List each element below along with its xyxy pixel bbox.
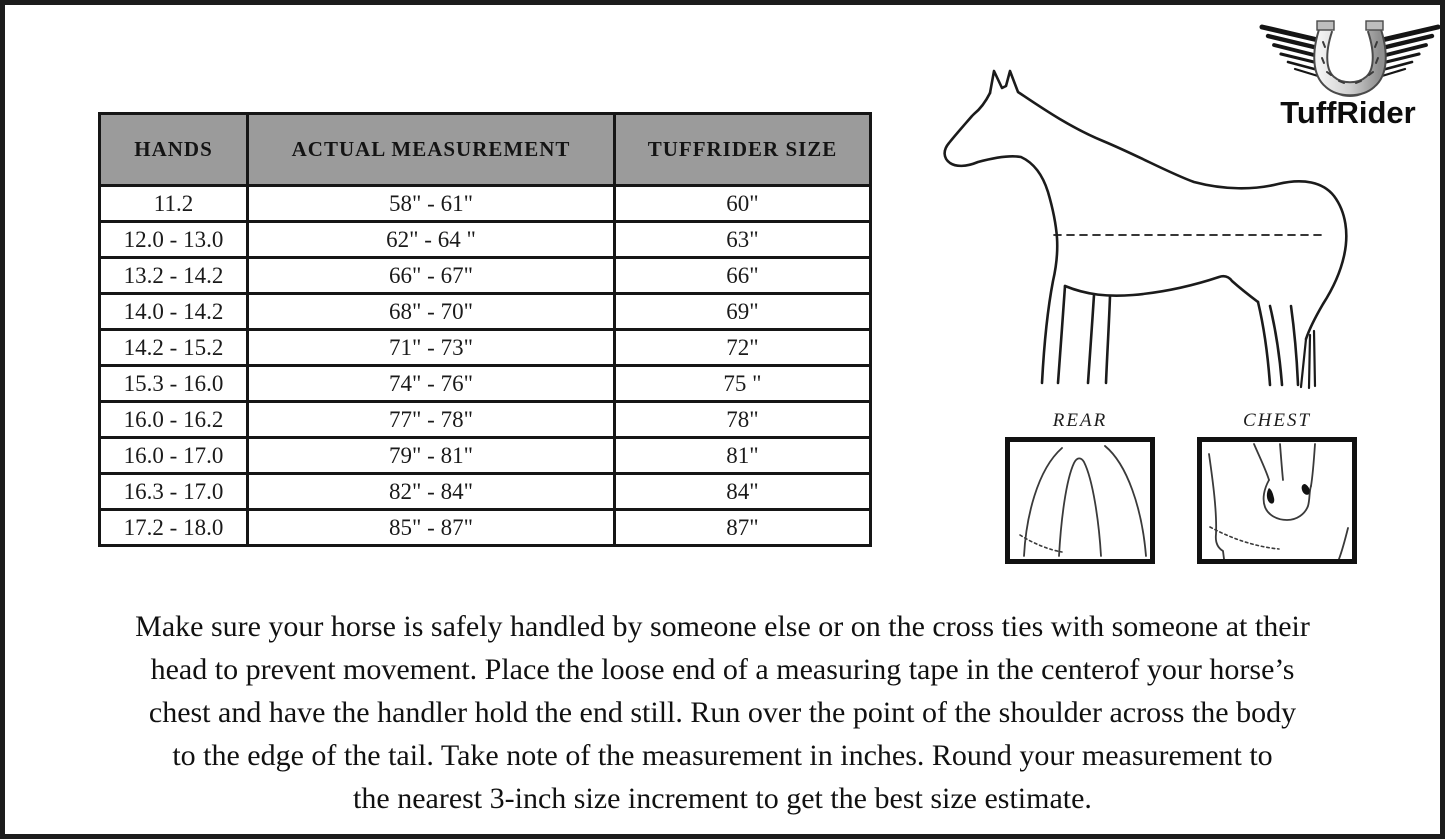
horse-chest-view-icon: [1197, 437, 1357, 564]
instructions-line: chest and have the handler hold the end still. Run over the point of the shoulder across the body: [148, 696, 1297, 729]
cell-measurement: 71" - 73": [248, 330, 615, 366]
measuring-instructions: [35, 605, 1410, 820]
chest-view-diagram: [1197, 410, 1357, 569]
instructions-line: head to prevent movement. Place the loose end of a measuring tape in the centerof your horse’s: [150, 653, 1295, 686]
table-row: [100, 222, 871, 258]
rear-label: REAR: [1052, 410, 1108, 431]
chest-label: CHEST: [1242, 410, 1312, 431]
cell-measurement: 85" - 87": [248, 510, 615, 546]
cell-measurement: 77" - 78": [248, 402, 615, 438]
cell-measurement: 68" - 70": [248, 294, 615, 330]
cell-size: 84": [615, 474, 871, 510]
cell-hands: 12.0 - 13.0: [100, 222, 248, 258]
cell-measurement: 66" - 67": [248, 258, 615, 294]
table-row: [100, 438, 871, 474]
instructions-line: Make sure your horse is safely handled by someone else or on the cross ties with someone at their: [135, 610, 1310, 643]
instructions-line: the nearest 3-inch size increment to get the best size estimate.: [353, 782, 1092, 815]
horse-rear-view-icon: [1005, 437, 1155, 564]
cell-size: 87": [615, 510, 871, 546]
table-row: [100, 258, 871, 294]
table-row: [100, 330, 871, 366]
instructions-line: to the edge of the tail. Take note of the measurement in inches. Round your measurement to: [172, 739, 1273, 772]
cell-hands: 11.2: [100, 186, 248, 222]
cell-measurement: 58" - 61": [248, 186, 615, 222]
cell-hands: 17.2 - 18.0: [100, 510, 248, 546]
table-row: [100, 186, 871, 222]
table-row: [100, 510, 871, 546]
brand-name: TuffRider: [1280, 95, 1416, 130]
table-header-row: [100, 114, 871, 186]
cell-size: 63": [615, 222, 871, 258]
col-header-hands: HANDS: [100, 114, 248, 186]
table-row: [100, 474, 871, 510]
cell-measurement: 79" - 81": [248, 438, 615, 474]
cell-hands: 16.0 - 16.2: [100, 402, 248, 438]
cell-hands: 14.0 - 14.2: [100, 294, 248, 330]
cell-measurement: 62" - 64 ": [248, 222, 615, 258]
cell-hands: 14.2 - 15.2: [100, 330, 248, 366]
cell-size: 72": [615, 330, 871, 366]
cell-hands: 16.0 - 17.0: [100, 438, 248, 474]
cell-size: 75 ": [615, 366, 871, 402]
cell-size: 60": [615, 186, 871, 222]
cell-size: 78": [615, 402, 871, 438]
col-header-size: TUFFRIDER SIZE: [615, 114, 871, 186]
col-header-measurement: ACTUAL MEASUREMENT: [248, 114, 615, 186]
cell-size: 66": [615, 258, 871, 294]
table-row: [100, 294, 871, 330]
cell-measurement: 74" - 76": [248, 366, 615, 402]
size-table: [98, 112, 872, 547]
table-row: [100, 366, 871, 402]
rear-view-diagram: [1005, 410, 1155, 569]
cell-hands: 15.3 - 16.0: [100, 366, 248, 402]
cell-size: 69": [615, 294, 871, 330]
table-row: [100, 402, 871, 438]
cell-measurement: 82" - 84": [248, 474, 615, 510]
winged-horseshoe-icon: [1257, 15, 1443, 99]
cell-hands: 13.2 - 14.2: [100, 258, 248, 294]
cell-size: 81": [615, 438, 871, 474]
brand-logo: [1257, 15, 1443, 130]
cell-hands: 16.3 - 17.0: [100, 474, 248, 510]
